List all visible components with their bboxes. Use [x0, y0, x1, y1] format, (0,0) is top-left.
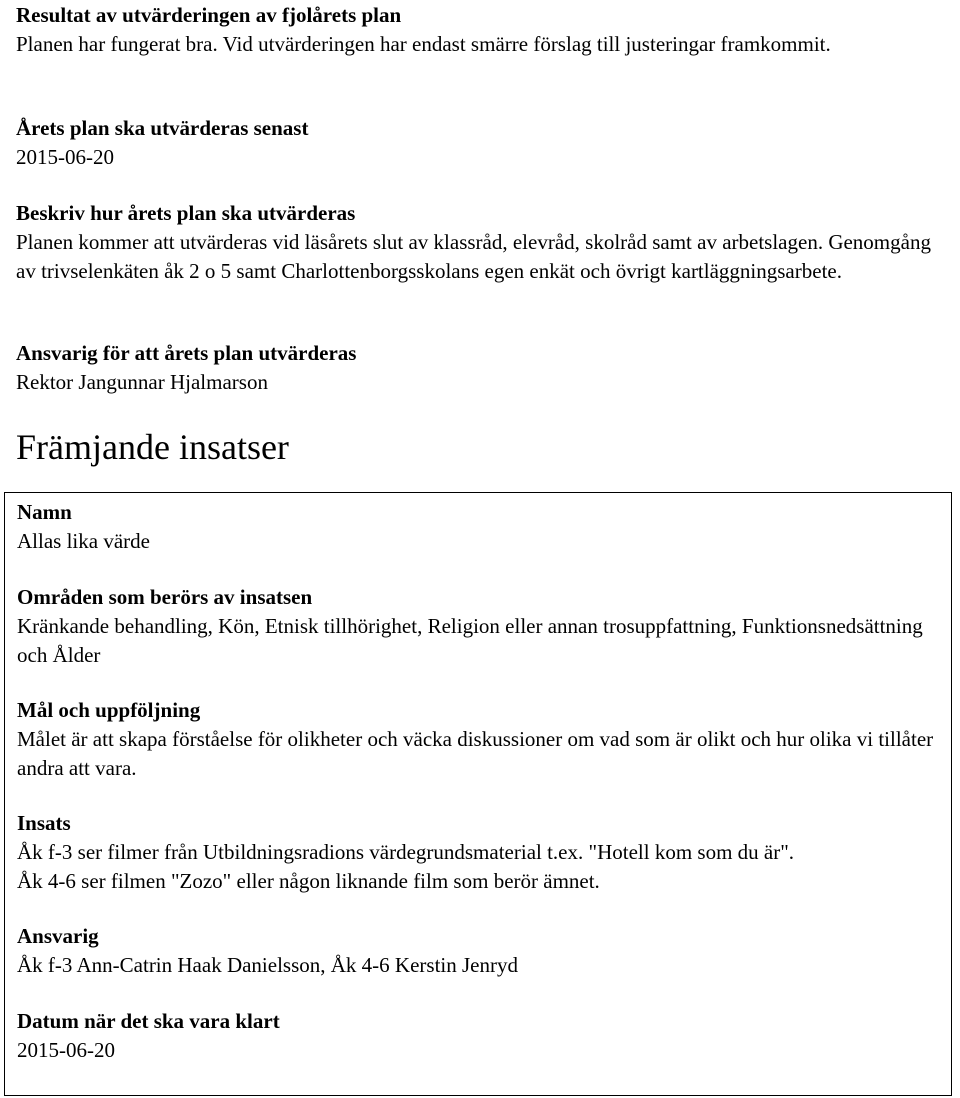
effort-areas-section — [17, 583, 942, 670]
effort-action-line: Åk f-3 ser filmer från Utbildningsradions värdegrundsmaterial t.ex. "Hotell kom som du är". — [17, 840, 795, 864]
effort-responsible-section — [17, 922, 942, 980]
evaluation-method-section — [16, 199, 946, 286]
latest-evaluation-date: 2015-06-20 — [16, 145, 114, 169]
evaluation-responsible-label: Ansvarig för att årets plan utvärderas — [16, 341, 357, 365]
effort-name-label: Namn — [17, 500, 72, 524]
evaluation-responsible-name: Rektor Jangunnar Hjalmarson — [16, 370, 268, 394]
evaluation-method-text: Planen kommer att utvärderas vid läsårets slut av klassråd, elevråd, skolråd samt av arbetslagen. Genomgång av trivselenkäten åk 2 o 5 samt Charlottenborgsskolans egen enkät och övrigt kartläggningsarbete. — [16, 230, 931, 283]
effort-goal-section — [17, 696, 942, 783]
effort-goal-value: Målet är att skapa förståelse för olikheter och väcka diskussioner om vad som är olikt och hur olika vi tillåter andra att vara. — [17, 727, 934, 780]
effort-action-section — [17, 809, 942, 896]
effort-responsible-value: Åk f-3 Ann-Catrin Haak Danielsson, Åk 4-6 Kerstin Jenryd — [17, 953, 518, 977]
effort-areas-value: Kränkande behandling, Kön, Etnisk tillhörighet, Religion eller annan trosuppfattning, Funktionsnedsättning och Ålder — [17, 614, 923, 667]
result-section — [16, 1, 946, 59]
effort-deadline-section — [17, 1007, 942, 1065]
effort-name-value: Allas lika värde — [17, 529, 150, 553]
evaluation-method-label: Beskriv hur årets plan ska utvärderas — [16, 201, 356, 225]
effort-action-label: Insats — [17, 811, 71, 835]
effort-deadline-label: Datum när det ska vara klart — [17, 1009, 280, 1033]
latest-evaluation-label: Årets plan ska utvärderas senast — [16, 116, 309, 140]
effort-goal-label: Mål och uppföljning — [17, 698, 201, 722]
effort-deadline-value: 2015-06-20 — [17, 1038, 115, 1062]
effort-name-section — [17, 498, 942, 556]
promoting-effort-box — [4, 492, 952, 1096]
result-value: Planen har fungerat bra. Vid utvärderingen har endast smärre förslag till justeringar framkommit. — [16, 32, 831, 56]
evaluation-responsible-section — [16, 339, 946, 397]
latest-evaluation-section — [16, 114, 946, 172]
effort-action-line: Åk 4-6 ser filmen "Zozo" eller någon liknande film som berör ämnet. — [17, 869, 600, 893]
effort-responsible-label: Ansvarig — [17, 924, 99, 948]
result-label: Resultat av utvärderingen av fjolårets plan — [16, 3, 402, 27]
promoting-efforts-heading: Främjande insatser — [16, 427, 289, 467]
effort-areas-label: Områden som berörs av insatsen — [17, 585, 313, 609]
